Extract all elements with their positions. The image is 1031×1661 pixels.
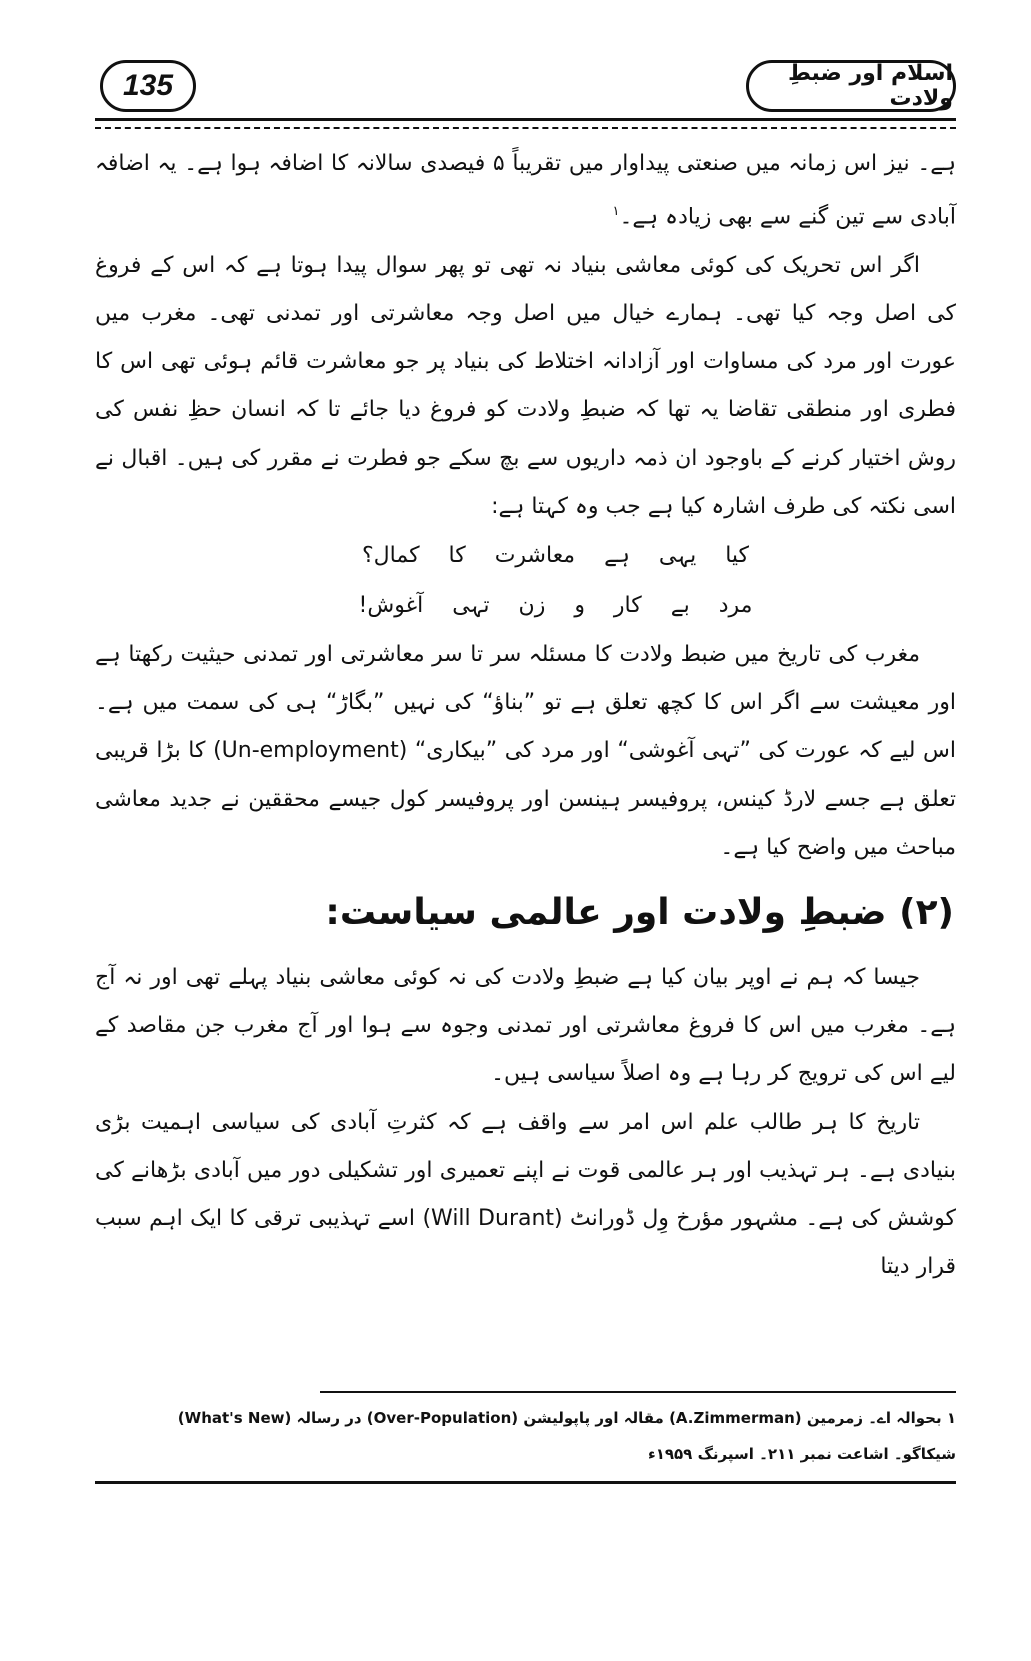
footnote	[95, 1400, 956, 1472]
page-number: 135	[100, 60, 196, 112]
paragraph-2: اگر اس تحریک کی کوئی معاشی بنیاد نہ تھی تو پھر سوال پیدا ہوتا ہے کہ اس کے فروغ کی اصل وجہ کیا تھی۔ ہمارے خیال میں اصل وجہ معاشرتی اور تمدنی تھی۔ مغرب میں عورت اور مرد کی مساوات اور آزادانہ اختلاط کی بنیاد پر جو معاشرت قائم ہوئی تھی اس کا فطری اور منطقی تقاضا یہ تھا کہ ضبطِ ولادت کو فروغ دیا جائے تا کہ انسان حظِ نفس کی روش اختیار کرنے کے باوجود ان ذمہ داریوں سے بچ سکے جو فطرت نے مقرر کی ہیں۔ اقبال نے اسی نکتہ کی طرف اشارہ کیا ہے جب وہ کہتا ہے:	[95, 252, 956, 519]
paragraph-1	[95, 140, 956, 242]
footnote-line-2: شیکاگو۔ اشاعت نمبر ۲۱۱۔ اسپرنگ ۱۹۵۹ء	[648, 1445, 956, 1463]
bottom-divider	[95, 1481, 956, 1484]
paragraph-1-text: ہے۔ نیز اس زمانہ میں صنعتی پیداوار میں تقریباً ۵ فیصدی سالانہ کا اضافہ ہوا ہے۔ یہ اضافہ آبادی سے تین گنے سے بھی زیادہ ہے۔	[95, 151, 956, 230]
paragraph-5: تاریخ کا ہر طالب علم اس امر سے واقف ہے کہ کثرتِ آبادی کی سیاسی اہمیت بڑی بنیادی ہے۔ ہر تہذیب اور ہر عالمی قوت نے اپنے تعمیری اور تشکیلی دور میں آبادی بڑھانے کی کوشش کی ہے۔ مشہور مؤرخ وِل ڈورانٹ (Will Durant) اسے تہذیبی ترقی کا ایک اہم سبب قرار دیتا	[95, 1109, 957, 1280]
paragraph-4: جیسا کہ ہم نے اوپر بیان کیا ہے ضبطِ ولادت کی نہ کوئی معاشی بنیاد پہلے تھی اور نہ آج ہے۔ مغرب میں اس کا فروغ معاشرتی اور تمدنی وجوہ سے ہوا اور آج مغرب جن مقاصد کے لیے اس کی ترویج کر رہا ہے وہ اصلاً سیاسی ہیں۔	[95, 964, 956, 1087]
running-title: اسلام اور ضبطِ ولادت	[746, 60, 956, 112]
header-divider	[95, 118, 956, 129]
footnote-divider	[320, 1391, 956, 1393]
main-text	[95, 140, 956, 1291]
verse-line-1: کیا یہی ہے معاشرت کا کمال؟	[361, 542, 750, 568]
footnote-reference: ۱	[612, 204, 620, 220]
verse-line-2: مرد بے کار و زن تہی آغوش!	[358, 592, 753, 618]
footnote-line-1: ۱ بحوالہ اے۔ زمرمین (A.Zimmerman) مقالہ اور پاپولیشن (Over-Population) در رسالہ (What's New)	[177, 1409, 956, 1427]
paragraph-3: مغرب کی تاریخ میں ضبط ولادت کا مسئلہ سر تا سر معاشرتی اور تمدنی حیثیت رکھتا ہے اور معیشت سے اگر اس کا کچھ تعلق ہے تو ”بناؤ“ کی نہیں ”بگاڑ“ ہی کی سمت میں ہے۔ اس لیے کہ عورت کی ”تہی آغوشی“ اور مرد کی ”بیکاری“ (Un-employment) کا بڑا قریبی تعلق ہے جسے لارڈ کینس، پروفیسر ہینسن اور پروفیسر کول جیسے محققین نے جدید معاشی مباحث میں واضح کیا ہے۔	[95, 641, 956, 860]
section-heading: (۲) ضبطِ ولادت اور عالمی سیاست:	[325, 891, 954, 933]
